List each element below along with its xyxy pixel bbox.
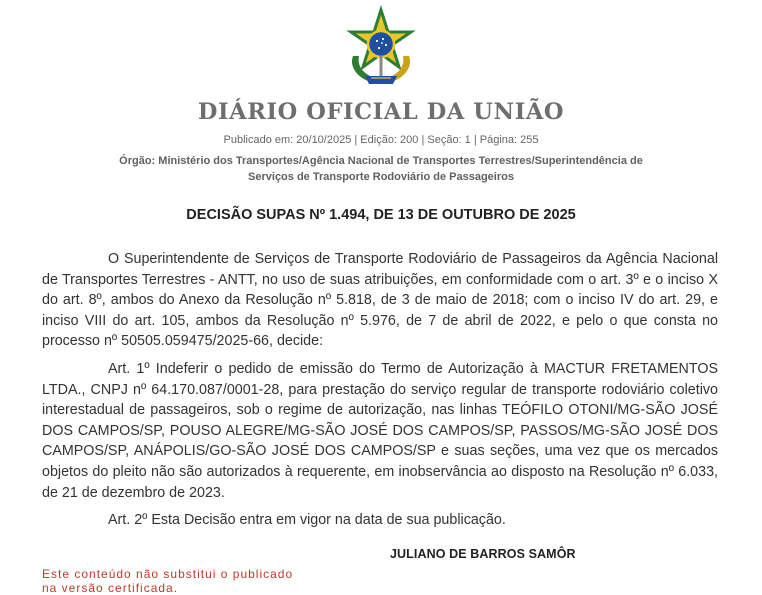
article-1-paragraph: Art. 1º Indeferir o pedido de emissão do Termo de Autorização à MACTUR FRETAMENTOS LTDA., CNPJ nº 64.170.087/0001-28, para prestação do serviço regular de transporte rodoviário coletivo interestadual de passageiros, sob o regime de autorização, nas linhas TEÓFILO OTONI/MG-SÃO JOSÉ DOS CAMPOS/SP, POUSO ALEGRE/MG-SÃO JOSÉ DOS CAMPOS/SP, PASSOS/MG-SÃO JOSÉ DOS CAMPOS/SP, ANÁPOLIS/GO-SÃO JOSÉ DOS CAMPOS/SP e suas seções, uma vez que os mercados objetos do pleito não são autorizados à requerente, em inobservância ao disposto na Resolução nº 6.033, de 21 de dezembro de 2023.: [42, 360, 718, 501]
orgao-label: Órgão:: [119, 155, 156, 167]
certification-notice: [42, 567, 312, 595]
gazette-title: DIÁRIO OFICIAL DA UNIÃO: [197, 99, 565, 125]
article-2-paragraph: Art. 2º Esta Decisão entra em vigor na data de sua publicação.: [108, 512, 506, 529]
decision-heading: DECISÃO SUPAS Nº 1.494, DE 13 DE OUTUBRO DE 2025: [186, 207, 576, 223]
orgao-text: Ministério dos Transportes/Agência Nacional de Transportes Terrestres/Superintendência de Serviços de Transporte Rodoviário de Passageiros: [158, 155, 643, 183]
preamble-paragraph: O Superintendente de Serviços de Transporte Rodoviário de Passageiros da Agência Nacional de Transportes Terrestres - ANTT, no uso de suas atribuições, em conformidade com o art. 3º e o inciso X do art. 8º, ambos do Anexo da Resolução nº 5.818, de 3 de maio de 2018; com o inciso IV do art. 29, e inciso VIII do art. 105, ambos da Resolução nº 5.976, de 7 de abril de 2022, e pelo o que consta no processo nº 50505.059475/2025-66, decide:: [42, 251, 718, 350]
certification-notice-text: Este conteúdo não substitui o publicado na versão certificada.: [42, 567, 294, 595]
decision-body: [42, 249, 718, 538]
orgao-line: [110, 153, 652, 185]
signature: JULIANO DE BARROS SAMÔR: [390, 547, 576, 561]
brazil-coat-of-arms-icon: [341, 8, 421, 88]
publication-info: Publicado em: 20/10/2025 | Edição: 200 | Seção: 1 | Página: 255: [223, 134, 539, 146]
